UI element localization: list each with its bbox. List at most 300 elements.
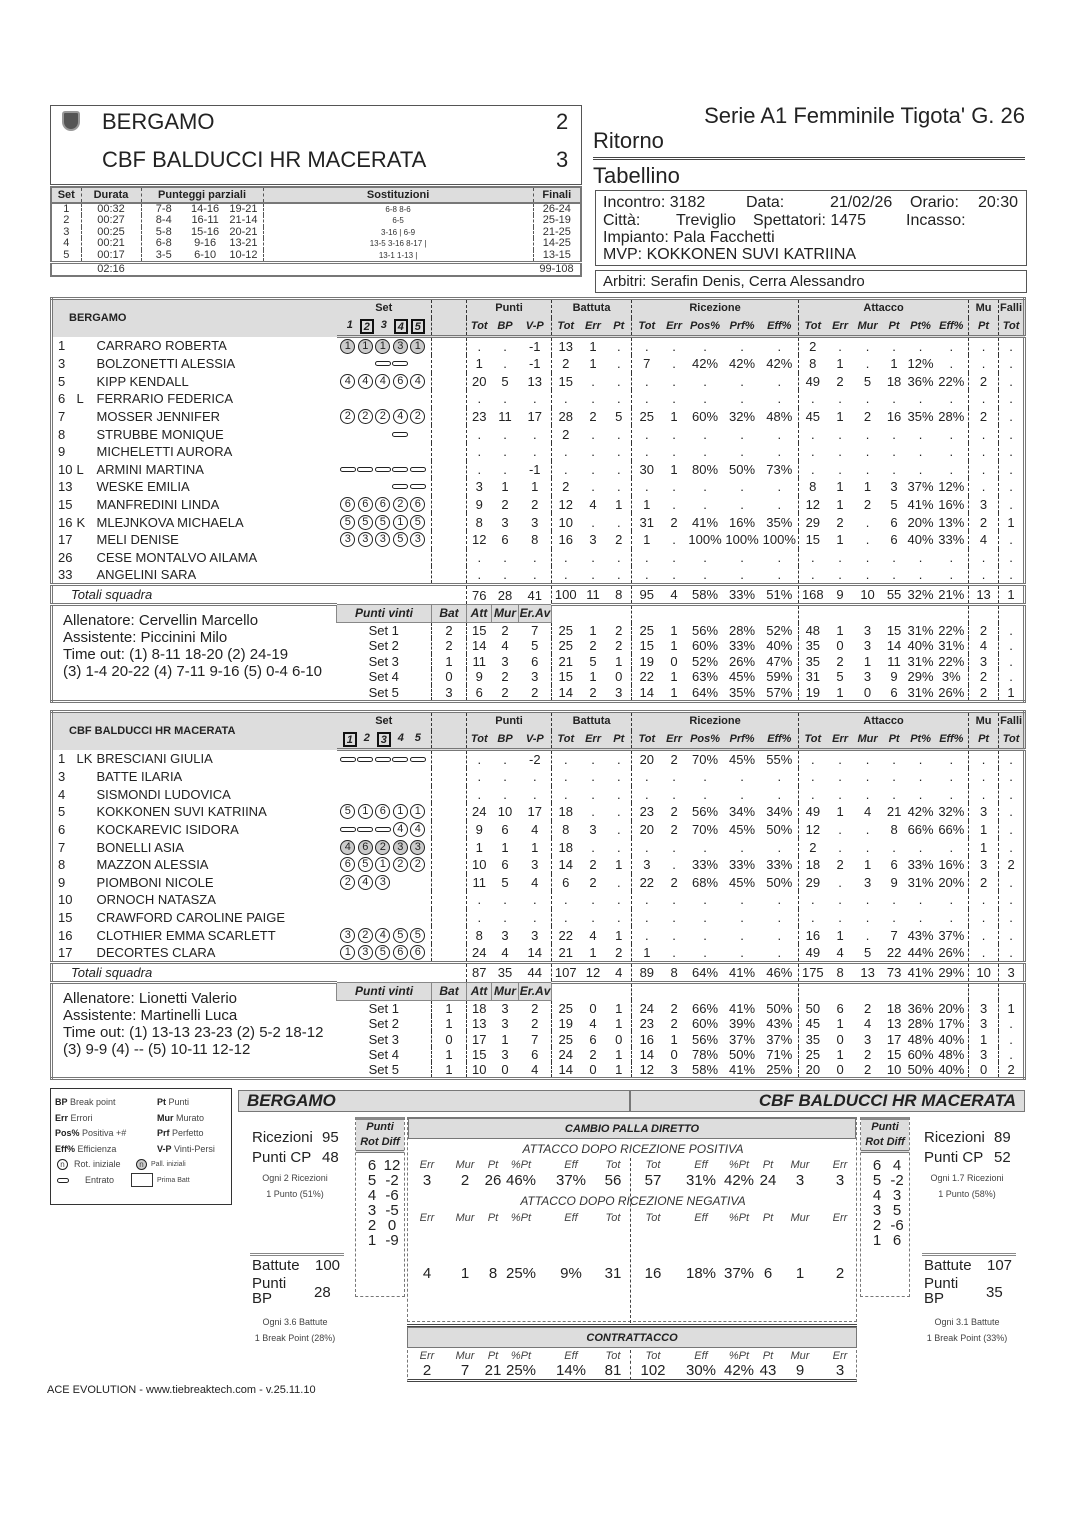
orario-value: 20:30	[978, 194, 1019, 211]
punti-tot: 8	[467, 926, 492, 944]
ricezione-prf: 32%	[729, 409, 756, 425]
battuta-tot: 25	[552, 1000, 580, 1016]
attacco-err: .	[838, 910, 842, 926]
battuta-err: 4	[589, 1016, 597, 1032]
legend-desc: Errori	[70, 1112, 93, 1123]
attacco-tot: 20	[799, 1062, 827, 1079]
attacco-tot: .	[799, 750, 827, 769]
ricezione-err: 2	[670, 752, 678, 767]
blank	[827, 982, 854, 1000]
rotation-circle-icon: 2	[410, 857, 425, 872]
legend-row	[55, 1095, 227, 1111]
header-attacco-err: Err	[827, 731, 854, 750]
partial-2: 14-16	[191, 203, 220, 215]
stat-label: Err	[832, 1212, 848, 1224]
stat-label: Tot	[605, 1212, 621, 1224]
attacco-tot: .	[799, 549, 827, 567]
ricezione-eff: 25%	[766, 1062, 793, 1078]
header-attacco-eff: Eff%	[935, 731, 969, 750]
attacco-tot: .	[799, 909, 827, 927]
attacco-eff: 37%	[938, 927, 965, 943]
stat-label: Tot	[645, 1212, 661, 1224]
muro-pt: 2	[969, 373, 999, 391]
attacco-mur: .	[865, 839, 870, 855]
set-slot	[375, 840, 392, 855]
attacco-pt: .	[892, 769, 896, 785]
reception-ratio: Ogni 1.7 Ricezioni	[930, 1173, 1004, 1183]
attacco-mur: 2	[863, 497, 872, 513]
blank	[632, 605, 662, 623]
set-rotations	[337, 550, 432, 565]
stat-label: Eff	[694, 1159, 708, 1171]
attacco-mur: .	[865, 356, 870, 372]
group-attacco: Attacco	[799, 712, 969, 731]
substitutions: 13-5 3-16 8-17 |	[263, 238, 533, 250]
attacco-tot: 50	[799, 1000, 827, 1016]
ricezione-tot: .	[632, 478, 662, 496]
header-ricezione-prf: Prf%	[724, 318, 761, 337]
battuta-err: 0	[589, 1000, 597, 1016]
entered-icon	[392, 757, 408, 762]
punti-vp: .	[532, 391, 537, 407]
set-number-first-serve: 4	[394, 319, 408, 334]
battuta-pt: 2	[615, 532, 623, 548]
attacco-pt-pct: 66%	[907, 822, 934, 838]
blank	[432, 566, 467, 585]
attacco-pt-pct: 40%	[907, 532, 934, 548]
substitutions: 6-8 8-6	[263, 203, 533, 215]
ricezione-pos: .	[703, 944, 707, 960]
set-number: 1	[63, 203, 70, 215]
rotation-circle-icon: 4	[375, 928, 390, 943]
staff-line: (3) 1-4 20-22 (4) 7-11 9-16 (5) 0-4 6-10	[63, 663, 323, 681]
ricezione-eff: .	[777, 549, 782, 565]
rotation-diff: 5	[892, 1202, 902, 1219]
punti-bp-value: 28	[314, 1284, 331, 1301]
set-slot	[340, 391, 357, 406]
punti-tot: .	[467, 337, 492, 356]
legend-term	[55, 1126, 157, 1142]
attacco-pt-pct: 31%	[907, 684, 934, 700]
falli-tot: .	[999, 638, 1025, 654]
set-slot	[357, 409, 374, 424]
blank	[799, 982, 827, 1000]
serve-ratio: Ogni 3.6 Battute	[262, 1317, 328, 1327]
player-number: 15	[58, 910, 73, 926]
stat-label: Tot	[605, 1350, 621, 1362]
player-sets	[337, 408, 432, 426]
battuta-tot: .	[552, 750, 580, 769]
ricezione-err: 1	[670, 461, 678, 477]
rotation-circle-icon: 4	[393, 409, 408, 424]
rotation-number: 5	[872, 1172, 882, 1189]
ricezione-err: .	[672, 857, 676, 873]
battuta-err: 6	[589, 1031, 597, 1047]
er-av: 2	[531, 1000, 539, 1016]
player-sets	[337, 531, 432, 549]
rotation-circle-icon: 2	[358, 928, 373, 943]
entered-icon	[357, 827, 373, 832]
staff-line: Assistente: Martinelli Luca	[63, 1006, 238, 1024]
muro-pt: 3	[969, 496, 999, 514]
attacco-pt-pct: 42%	[907, 804, 934, 820]
header-ricezione-pos: Pos%	[687, 318, 724, 337]
ricezione-prf: .	[740, 426, 744, 442]
ricezione-eff: 35%	[766, 514, 793, 530]
set-rotations	[337, 479, 432, 494]
er-av: 7	[531, 623, 539, 639]
set-rotations	[337, 497, 432, 512]
header-ricezione-prf: Prf%	[724, 731, 761, 750]
set-slot	[357, 550, 374, 565]
ricezione-pos: .	[703, 339, 707, 354]
set-slot	[357, 515, 374, 530]
ricezione-err: 2	[670, 514, 678, 530]
set-rotations	[337, 857, 432, 872]
player-number: 26	[58, 549, 73, 565]
set-slot	[392, 515, 409, 530]
entered-icon	[375, 827, 391, 832]
muro-pt: .	[969, 768, 999, 786]
blank	[432, 513, 467, 531]
team-shield-icon	[62, 111, 80, 131]
negative-stat-value: 2	[835, 1265, 845, 1282]
player-role	[77, 856, 97, 874]
ricezione-err: 2	[670, 1000, 678, 1016]
ricezione-err: 1	[670, 684, 678, 700]
punti-cp-value: 48	[322, 1149, 339, 1166]
positive-stat-value: 3	[835, 1172, 845, 1189]
ricezione-pos: .	[703, 391, 707, 407]
battuta-tot: 12	[552, 496, 580, 514]
battuta-err: .	[591, 461, 595, 477]
punti-vp: 14	[527, 944, 543, 960]
attacco-err: 2	[836, 514, 844, 530]
player-row	[52, 549, 1025, 567]
blank	[432, 531, 467, 549]
player-sets	[337, 337, 432, 356]
falli-tot: .	[999, 669, 1025, 685]
legend-term	[157, 1111, 204, 1127]
staff-line: Time out: (1) 8-11 18-20 (2) 24-19	[63, 646, 289, 664]
attacco-err: 1	[836, 684, 844, 700]
header-battuta-err: Err	[580, 318, 607, 337]
ricezione-err: .	[672, 839, 676, 855]
set-slot	[392, 356, 409, 371]
set-number: 2	[363, 731, 370, 744]
rotation-number: 2	[872, 1217, 882, 1234]
rotation-number: 4	[872, 1187, 882, 1204]
battuta-err: .	[591, 786, 595, 802]
rotation-circle-icon: 6	[375, 804, 390, 819]
header-durata: Durata	[81, 187, 141, 203]
legend-desc: Punti	[168, 1097, 190, 1107]
punti-bp-label: Punti BP	[924, 1275, 959, 1307]
partial-2: 16-11	[191, 214, 219, 227]
ricezione-tot: .	[632, 390, 662, 408]
falli-tot: .	[999, 531, 1025, 549]
header-parziali: Punteggi parziali	[141, 187, 263, 203]
blank	[432, 496, 467, 514]
attacco-tot: 2	[799, 838, 827, 856]
player-name: KOKKONEN SUVI KATRIINA	[96, 804, 267, 820]
ricezione-err: .	[672, 426, 676, 442]
battuta-tot: 18	[552, 803, 580, 821]
ricezione-prf: .	[740, 927, 744, 943]
legend-desc: Break point	[70, 1097, 116, 1107]
attacco-pt-pct: 43%	[907, 927, 934, 943]
ricezione-tot: .	[632, 443, 662, 461]
muro-pt: .	[969, 390, 999, 408]
negative-stat-value: 25%	[505, 1265, 537, 1282]
att: 10	[467, 1062, 492, 1079]
set-rotations	[337, 752, 432, 767]
total-punti-bp: 28	[492, 585, 519, 605]
header-muro-pt: Pt	[969, 731, 999, 750]
attacco-pt: 18	[886, 373, 902, 389]
rotation-number: 3	[872, 1202, 882, 1219]
set-slot	[410, 339, 427, 354]
ricezione-tot: 1	[632, 944, 662, 963]
entered-icon	[410, 467, 426, 472]
stat-label: Err	[419, 1212, 435, 1224]
blank	[882, 605, 907, 623]
player-name: BOLZONETTI ALESSIA	[96, 356, 236, 372]
punti-vp: 3	[531, 514, 539, 530]
ricezione-err: .	[672, 356, 676, 372]
ricezione-tot: .	[632, 926, 662, 944]
blank	[724, 605, 761, 623]
player-role	[77, 909, 97, 927]
attacco-pt-pct: 48%	[907, 1031, 934, 1047]
ricezione-prf: .	[740, 373, 744, 389]
total-ricezione-prf: 41%	[724, 962, 761, 982]
attacco-err: .	[838, 549, 842, 565]
attacco-mur: 3	[863, 638, 872, 654]
table-group-header	[52, 712, 1025, 731]
rotation-circle-icon: 2	[375, 840, 390, 855]
ricezione-tot: .	[632, 786, 662, 804]
total-ricezione-pos: 64%	[687, 962, 724, 982]
staff-line: Time out: (1) 13-13 23-23 (2) 5-2 18-12	[63, 1023, 324, 1041]
attacco-pt-pct: .	[918, 839, 923, 855]
ricezione-eff: 71%	[766, 1047, 793, 1063]
attacco-pt: 3	[890, 479, 898, 495]
set-slot	[410, 857, 427, 872]
blank	[432, 355, 467, 373]
ricezione-prf: .	[740, 479, 744, 495]
rotation-row	[861, 1203, 909, 1218]
battuta-err: .	[591, 514, 595, 530]
player-name: BATTE ILARIA	[96, 769, 183, 785]
attacco-err: .	[838, 444, 842, 460]
ricezione-tot: 20	[632, 821, 662, 839]
attacco-err: 0	[836, 1062, 844, 1078]
player-name: MOSSER JENNIFER	[96, 409, 221, 425]
blank	[432, 390, 467, 408]
attacco-err: 1	[836, 927, 844, 943]
set-slot	[410, 752, 427, 767]
rotation-circle-icon: n	[57, 1159, 68, 1170]
set-slot	[340, 567, 357, 582]
muro-pt: .	[969, 909, 999, 927]
attacco-mur: 2	[863, 1062, 872, 1078]
battuta-tot: 14	[552, 856, 580, 874]
blank	[141, 262, 533, 276]
set-rotations	[337, 462, 432, 477]
blank	[432, 461, 467, 479]
set-slot	[392, 804, 409, 819]
battuta-pt: 1	[615, 1000, 623, 1016]
attacco-pt: .	[892, 339, 896, 354]
punti-tot: 20	[467, 373, 492, 391]
set-rotations	[337, 875, 432, 890]
attacco-mur: .	[865, 910, 870, 926]
falli-tot: .	[999, 1031, 1025, 1047]
contrattacco-box	[407, 1350, 857, 1382]
stat-label: Pt	[487, 1350, 499, 1362]
ricezione-pos: .	[703, 892, 707, 908]
player-role: L	[76, 391, 84, 407]
ricezione-tot: 15	[632, 638, 662, 654]
player-role	[77, 443, 97, 461]
battuta-pt: .	[616, 769, 621, 785]
attacco-tot: .	[799, 390, 827, 408]
falli-tot: .	[999, 926, 1025, 944]
rotation-circle-icon: 1	[375, 339, 390, 354]
battuta-pt: .	[616, 339, 621, 354]
attacco-eff: 26%	[938, 684, 965, 700]
mur: 1	[501, 1031, 509, 1047]
final-score: 25-19	[533, 215, 581, 227]
attacco-eff: .	[949, 786, 954, 802]
attacco-eff: 31%	[938, 638, 965, 654]
attacco-pt: 11	[887, 653, 901, 669]
blank	[999, 605, 1025, 623]
ricezione-prf: .	[740, 910, 744, 926]
player-row	[52, 496, 1025, 514]
total-ricezione-pos: 58%	[687, 585, 724, 605]
positive-stat-value: 26	[484, 1172, 502, 1189]
battuta-pt: 3	[615, 684, 623, 700]
set-slot	[410, 769, 427, 784]
ricezione-eff: .	[777, 927, 782, 943]
punti-bp: .	[503, 549, 507, 565]
rotation-circle-icon: 3	[358, 532, 373, 547]
player-name: ORNOCH NATASZA	[96, 892, 216, 908]
set-slot	[340, 479, 357, 494]
contrattacco-stat-value: 7	[460, 1362, 470, 1379]
set-rotations	[337, 910, 432, 925]
punti-cp-value: 52	[994, 1149, 1011, 1166]
ricezione-err: .	[672, 373, 676, 389]
team-totals-row	[52, 585, 1025, 605]
attacco-err: 2	[836, 653, 844, 669]
negative-reception-title: ATTACCO DOPO RICEZIONE NEGATIVA	[520, 1194, 746, 1208]
ricezione-pos: 70%	[692, 752, 719, 767]
blank	[761, 982, 799, 1000]
player-role	[77, 891, 97, 909]
attacco-err: 1	[836, 497, 844, 513]
rotation-diff: -9	[385, 1232, 399, 1249]
header-punti-tot: Tot	[467, 318, 492, 337]
rotation-circle-icon: 3	[358, 945, 373, 960]
punti-vp: 8	[531, 532, 539, 548]
impianto: Impianto: Pala Facchetti	[603, 229, 775, 246]
attacco-pt: 9	[890, 669, 898, 685]
attacco-eff: 40%	[938, 1031, 965, 1047]
blank	[687, 982, 724, 1000]
ricezione-eff: .	[777, 373, 782, 389]
muro-pt: 2	[969, 874, 999, 892]
stat-label: Eff	[564, 1350, 578, 1362]
player-name: PIOMBONI NICOLE	[96, 874, 214, 890]
ricezione-pos: .	[703, 549, 707, 565]
attacco-pt-pct: .	[918, 426, 923, 442]
attacco-tot: 8	[799, 355, 827, 373]
header-attacco-pt-pct: Pt%	[907, 731, 935, 750]
player-row	[52, 891, 1025, 909]
ricezione-tot: .	[632, 425, 662, 443]
set-slot	[392, 752, 409, 767]
set-number: 5	[414, 731, 421, 744]
battuta-err: .	[591, 549, 595, 565]
set-label: Set 2	[368, 638, 399, 654]
set-rotations	[337, 840, 432, 855]
set-rotations	[337, 391, 432, 406]
er-av: 2	[531, 1016, 539, 1032]
attacco-tot: 45	[799, 1016, 827, 1032]
mur: 3	[501, 1000, 509, 1016]
battuta-tot: 28	[552, 408, 580, 426]
punti-tot: 10	[467, 856, 492, 874]
ricezione-prf: 26%	[729, 653, 756, 669]
ricezione-pos: 80%	[692, 461, 719, 477]
attacco-eff: 20%	[938, 874, 965, 890]
ricezione-eff: 47%	[766, 653, 793, 669]
set-slot	[357, 532, 374, 547]
attacco-pt: .	[892, 786, 896, 802]
stat-label: Mur	[455, 1350, 475, 1362]
player-row	[52, 926, 1025, 944]
battuta-pt: .	[616, 373, 621, 389]
blank	[432, 838, 467, 856]
stat-label: Tot	[645, 1350, 661, 1362]
entered-icon	[340, 757, 356, 762]
player-row	[52, 944, 1025, 963]
attacco-tot: 16	[799, 926, 827, 944]
player-role	[77, 425, 97, 443]
attacco-eff: 28%	[938, 409, 965, 425]
blank	[432, 926, 467, 944]
bat: 3	[432, 685, 467, 702]
set-slot	[375, 567, 392, 582]
ricezione-tot: .	[632, 373, 662, 391]
attacco-mur: 0	[863, 684, 872, 700]
ricezioni-value: 89	[994, 1129, 1011, 1146]
ricezione-tot: 3	[632, 856, 662, 874]
player-sets	[337, 390, 432, 408]
battuta-tot: .	[552, 390, 580, 408]
battuta-err: 2	[589, 684, 597, 700]
total-battuta-err: 11	[580, 585, 607, 605]
stat-label: Mur	[790, 1212, 810, 1224]
attacco-mur: .	[865, 426, 870, 442]
rotation-circle-icon: 6	[410, 945, 425, 960]
rotation-row	[861, 1233, 909, 1248]
blank	[552, 605, 580, 623]
attacco-eff: .	[949, 567, 954, 583]
